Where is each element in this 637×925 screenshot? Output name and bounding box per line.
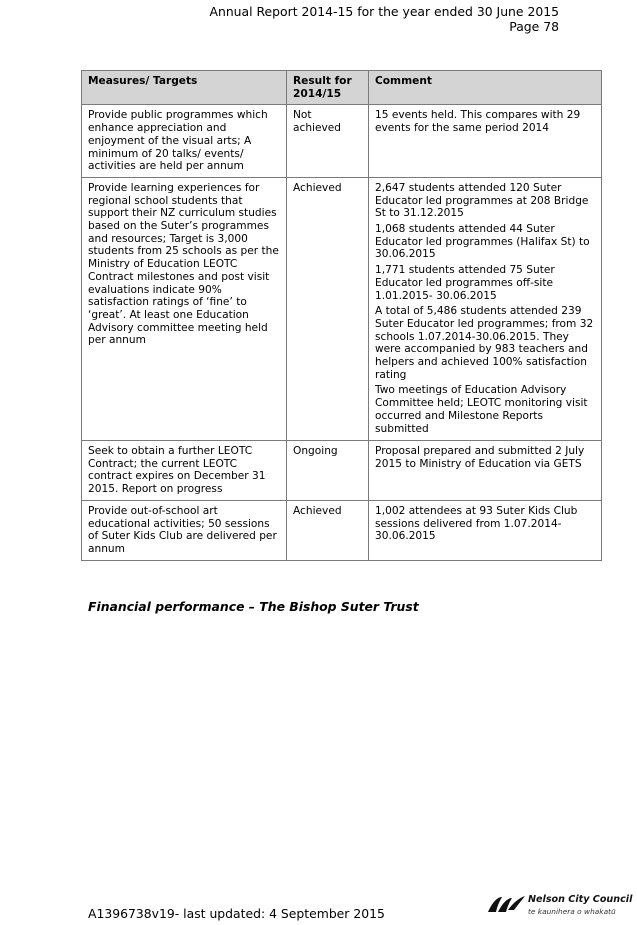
column-header-measures: Measures/ Targets	[82, 71, 287, 105]
report-title: Annual Report 2014-15 for the year ended 30 June 2015	[209, 4, 559, 19]
comment-text: Proposal prepared and submitted 2 July 2015 to Ministry of Education via GETS	[375, 444, 585, 470]
comment-cell	[369, 177, 602, 440]
measure-cell: Provide public programmes which enhance appreciation and enjoyment of the visual arts; A minimum of 20 talks/ events/ activities are held per annum	[82, 105, 287, 178]
measure-cell: Seek to obtain a further LEOTC Contract; the current LEOTC contract expires on December 31 2015. Report on progress	[82, 440, 287, 500]
logo-tagline: te kaunihera o whakatū	[528, 907, 616, 916]
council-logo-icon	[486, 893, 526, 915]
column-header-comment: Comment	[369, 71, 602, 105]
comment-text: A total of 5,486 students attended 239 Suter Educator led programmes; from 32 schools 1.07.2014-30.06.2015. They were accompanied by 983 teachers and helpers and achieved 100% satisfaction rating	[375, 305, 594, 381]
comment-cell	[369, 500, 602, 560]
page-number: Page 78	[509, 19, 559, 34]
page-header	[210, 4, 560, 34]
comment-text: 1,068 students attended 44 Suter Educator led programmes (Halifax St) to 30.06.2015	[375, 223, 590, 261]
document-reference: A1396738v19- last updated: 4 September 2015	[88, 906, 385, 921]
table-header-row	[82, 71, 602, 105]
table-row	[82, 105, 602, 178]
result-cell: Not achieved	[287, 105, 369, 178]
logo-name: Nelson City Council	[528, 894, 633, 905]
result-cell: Ongoing	[287, 440, 369, 500]
result-cell: Achieved	[287, 500, 369, 560]
table-row	[82, 440, 602, 500]
performance-table	[81, 70, 602, 561]
comment-text: 1,002 attendees at 93 Suter Kids Club sessions delivered from 1.07.2014-30.06.2015	[375, 504, 578, 543]
measure-cell: Provide out-of-school art educational activities; 50 sessions of Suter Kids Club are delivered per annum	[82, 500, 287, 560]
result-cell: Achieved	[287, 177, 369, 440]
comment-cell	[369, 105, 602, 178]
table-row	[82, 500, 602, 560]
council-logo	[486, 891, 633, 921]
section-heading: Financial performance – The Bishop Suter Trust	[88, 599, 419, 614]
measure-cell: Provide learning experiences for regional school students that support their NZ curriculum studies based on the Suter’s programmes and resources; Target is 3,000 students from 25 schools as per the Ministry of Education LEOTC Contract milestones and post visit evaluations indicate 90% satisfaction ratings of ‘fine’ to ‘great’. At least one Education Advisory committee meeting held per annum	[82, 177, 287, 440]
comment-cell	[369, 440, 602, 500]
comment-text: 15 events held. This compares with 29 events for the same period 2014	[375, 109, 581, 135]
table-row	[82, 177, 602, 440]
column-header-result: Result for 2014/15	[287, 71, 369, 105]
comment-text: 1,771 students attended 75 Suter Educator led programmes off-site 1.01.2015- 30.06.2015	[375, 264, 555, 302]
comment-text: Two meetings of Education Advisory Committee held; LEOTC monitoring visit occurred and Milestone Reports submitted	[375, 384, 588, 435]
comment-text: 2,647 students attended 120 Suter Educator led programmes at 208 Bridge St to 31.12.2015	[375, 181, 589, 220]
